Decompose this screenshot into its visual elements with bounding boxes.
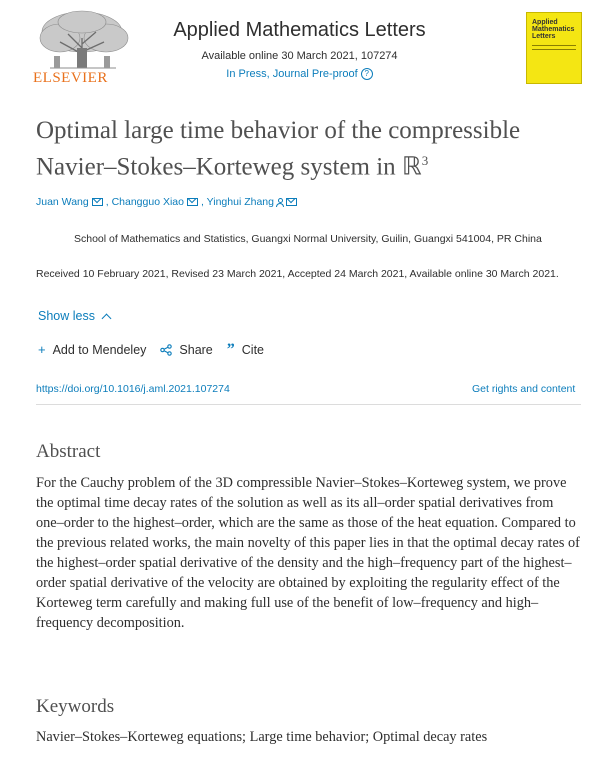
- cite-button[interactable]: [226, 340, 264, 358]
- chevron-up-icon[interactable]: [102, 314, 112, 324]
- mail-icon[interactable]: [286, 198, 297, 206]
- mail-icon[interactable]: [92, 198, 103, 206]
- journal-cover-thumbnail[interactable]: [526, 12, 582, 84]
- add-to-mendeley-button[interactable]: [38, 342, 146, 357]
- article-status-label[interactable]: In Press, Journal Pre-proof: [226, 68, 358, 80]
- available-online-date: Available online 30 March 2021, 107274: [201, 50, 398, 62]
- cover-rule: [532, 45, 576, 46]
- cite-label[interactable]: Cite: [241, 342, 264, 357]
- article-title-text: Optimal large time behavior of the compressible Navier–Stokes–Korteweg system in ℝ: [36, 117, 521, 181]
- article-title-superscript: 3: [421, 153, 429, 168]
- info-icon[interactable]: ?: [361, 68, 373, 80]
- article-status[interactable]: [0, 68, 599, 80]
- article-title: [36, 116, 576, 182]
- cover-title: Applied Mathematics Letters: [532, 19, 575, 40]
- show-less-button[interactable]: [38, 309, 110, 323]
- keywords-list: Navier–Stokes–Korteweg equations; Large time behavior; Optimal decay rates: [36, 729, 488, 745]
- get-rights-link[interactable]: Get rights and content: [472, 383, 576, 395]
- mail-icon[interactable]: [187, 198, 198, 206]
- keywords-heading: Keywords: [36, 696, 115, 717]
- article-actions: [38, 342, 264, 357]
- show-less-label[interactable]: Show less: [38, 309, 95, 323]
- abstract-heading: Abstract: [36, 441, 101, 462]
- author-link[interactable]: Juan Wang: [36, 196, 89, 208]
- cover-rule: [532, 49, 576, 50]
- quote-icon: ”: [226, 340, 235, 358]
- section-divider: [36, 404, 581, 405]
- share-icon: [160, 344, 172, 356]
- share-label[interactable]: Share: [179, 342, 213, 357]
- plus-icon: +: [38, 342, 46, 357]
- share-button[interactable]: [160, 343, 212, 357]
- journal-title[interactable]: Applied Mathematics Letters: [173, 19, 426, 41]
- author-link[interactable]: Changguo Xiao: [111, 196, 184, 208]
- author-link[interactable]: Yinghui Zhang: [206, 196, 274, 208]
- article-history-dates: Received 10 February 2021, Revised 23 March 2021, Accepted 24 March 2021, Available online 30 March 2021.: [36, 268, 559, 280]
- doi-link[interactable]: https://doi.org/10.1016/j.aml.2021.107274: [36, 383, 230, 395]
- person-icon[interactable]: [276, 198, 283, 206]
- author-list: Juan Wang , Changguo Xiao , Yinghui Zhang: [36, 196, 300, 208]
- publisher-wordmark[interactable]: ELSEVIER: [33, 70, 108, 86]
- affiliation: School of Mathematics and Statistics, Guangxi Normal University, Guilin, Guangxi 541004, PR China: [74, 233, 542, 245]
- add-to-mendeley-label[interactable]: Add to Mendeley: [52, 342, 147, 357]
- abstract-text: For the Cauchy problem of the 3D compressible Navier–Stokes–Korteweg system, we prove the optimal time decay rates of the solution as well as its all–order spatial derivatives from one–order to the highest–order, which are the same as those of the heat equation. Compared to the previous related works, the main novelty of this paper lies in that the optimal decay rates of the highest–order spatial derivative of the density and the high–frequency part of the highest–order spatial derivative of the velocity are obtained by exploiting the regularity effect of the Korteweg term carefully and making full use of the benefit of low–frequency and high–frequency decomposition.: [36, 475, 580, 631]
